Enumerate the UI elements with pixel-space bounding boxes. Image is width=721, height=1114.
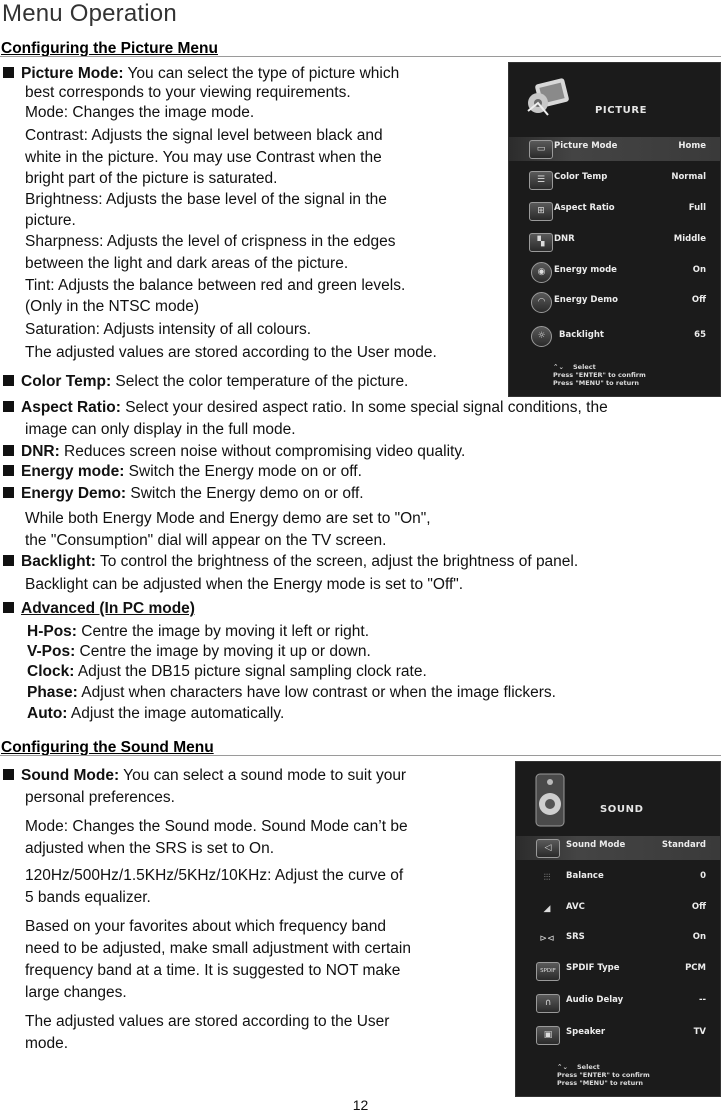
picture-menu-panel <box>508 62 721 397</box>
phase-item: Phase: Adjust when characters have low contrast or when the image flickers. <box>27 684 556 701</box>
sound-menu-row-speaker[interactable]: ▣ Speaker TV <box>516 1023 720 1047</box>
sharpness-text-2: between the light and dark areas of the picture. <box>25 255 349 272</box>
picture-mode-text: best corresponds to your viewing requirements. <box>25 84 351 101</box>
energy-demo-icon: ◠ <box>531 292 552 313</box>
energy-note-2: the "Consumption" dial will appear on the TV screen. <box>25 532 387 549</box>
favorites-text-4: large changes. <box>25 984 127 1001</box>
backlight-item: Backlight: To control the brightness of the screen, adjust the brightness of panel. <box>3 553 578 570</box>
sound-menu-row-audio-delay[interactable]: ∩ Audio Delay -- <box>516 991 720 1015</box>
aspect-ratio-item: Aspect Ratio: Select your desired aspect ratio. In some special signal conditions, the <box>3 399 608 416</box>
sound-section-rule <box>0 755 721 756</box>
bullet-square-icon <box>3 769 14 780</box>
saturation-text: Saturation: Adjusts intensity of all colours. <box>25 321 312 338</box>
sound-mode-item: Sound Mode: You can select a sound mode to suit your <box>3 767 406 784</box>
favorites-text-3: frequency band at a time. It is suggested to NOT make <box>25 962 401 979</box>
sound-mode-text: personal preferences. <box>25 789 175 806</box>
sound-menu-footer: ⌃⌄ Select Press "ENTER" to confirm Press "MENU" to return <box>557 1063 650 1087</box>
sound-menu-row-srs[interactable]: ⊳⊲ SRS On <box>516 928 720 952</box>
sound-stored-text-2: mode. <box>25 1035 69 1052</box>
balance-icon: ⫶⫶⫶ <box>543 873 551 883</box>
contrast-text-2: white in the picture. You may use Contrast when the <box>25 149 382 166</box>
picture-menu-row-picture-mode[interactable]: ▭ Picture Mode Home <box>509 137 720 161</box>
bullet-square-icon <box>3 555 14 566</box>
auto-item: Auto: Adjust the image automatically. <box>27 705 285 722</box>
picture-menu-title: PICTURE <box>595 105 648 116</box>
advanced-item: Advanced (In PC mode) <box>3 600 195 617</box>
brightness-text-2: picture. <box>25 212 76 229</box>
sound-section-heading: Configuring the Sound Menu <box>1 739 214 756</box>
favorites-text-1: Based on your favorites about which frequency band <box>25 918 387 935</box>
picture-section-rule <box>0 56 721 57</box>
brightness-text-1: Brightness: Adjusts the base level of the signal in the <box>25 191 387 208</box>
sharpness-text-1: Sharpness: Adjusts the level of crispness in the edges <box>25 233 396 250</box>
color-temp-item: Color Temp: Select the color temperature of the picture. <box>3 373 408 390</box>
speaker-icon: ▣ <box>536 1026 560 1045</box>
sound-menu-icon <box>530 772 570 828</box>
equalizer-text-2: 5 bands equalizer. <box>25 889 151 906</box>
picture-mode-icon: ▭ <box>529 140 553 159</box>
avc-icon: ◢ <box>543 904 551 914</box>
favorites-text-2: need to be adjusted, make small adjustment with certain <box>25 940 411 957</box>
sound-menu-row-sound-mode[interactable]: ◁ Sound Mode Standard <box>516 836 720 860</box>
bullet-square-icon <box>3 487 14 498</box>
contrast-text-3: bright part of the picture is saturated. <box>25 170 278 187</box>
energy-note-1: While both Energy Mode and Energy demo are set to "On", <box>25 510 431 527</box>
tint-text-1: Tint: Adjusts the balance between red and green levels. <box>25 277 406 294</box>
picture-menu-row-color-temp[interactable]: ☰ Color Temp Normal <box>509 168 720 192</box>
sound-stored-text-1: The adjusted values are stored according to the User <box>25 1013 390 1030</box>
spdif-icon: SPDIF <box>536 962 560 981</box>
picture-menu-row-energy-demo[interactable]: ◠ Energy Demo Off <box>509 291 720 315</box>
color-temp-icon: ☰ <box>529 171 553 190</box>
dnr-item: DNR: Reduces screen noise without compromising video quality. <box>3 443 465 460</box>
sound-mode-note-2: adjusted when the SRS is set to On. <box>25 840 274 857</box>
vpos-item: V-Pos: Centre the image by moving it up or down. <box>27 643 371 660</box>
bullet-square-icon <box>3 375 14 386</box>
sound-mode-note-1: Mode: Changes the Sound mode. Sound Mode can’t be <box>25 818 408 835</box>
energy-mode-item: Energy mode: Switch the Energy mode on or off. <box>3 463 362 480</box>
equalizer-text-1: 120Hz/500Hz/1.5KHz/5KHz/10KHz: Adjust the curve of <box>25 867 404 884</box>
hpos-item: H-Pos: Centre the image by moving it left or right. <box>27 623 370 640</box>
sound-menu-row-spdif-type[interactable]: SPDIF SPDIF Type PCM <box>516 959 720 983</box>
energy-mode-icon: ◉ <box>531 262 552 283</box>
sound-menu-title: SOUND <box>600 804 644 815</box>
aspect-ratio-text: image can only display in the full mode. <box>25 421 296 438</box>
aspect-ratio-icon: ⊞ <box>529 202 553 221</box>
contrast-text-1: Contrast: Adjusts the signal level between black and <box>25 127 383 144</box>
audio-delay-icon: ∩ <box>536 994 560 1013</box>
energy-demo-item: Energy Demo: Switch the Energy demo on or off. <box>3 485 364 502</box>
backlight-note: Backlight can be adjusted when the Energy mode is set to "Off". <box>25 576 464 593</box>
up-down-arrows-icon: ⌃⌄ <box>557 1063 568 1071</box>
picture-menu-row-aspect-ratio[interactable]: ⊞ Aspect Ratio Full <box>509 199 720 223</box>
sound-menu-panel <box>515 761 721 1097</box>
picture-menu-row-backlight[interactable]: ☼ Backlight 65 <box>509 326 720 350</box>
picture-menu-row-dnr[interactable]: ▚ DNR Middle <box>509 230 720 254</box>
tint-text-2: (Only in the NTSC mode) <box>25 298 199 315</box>
sound-mode-icon: ◁ <box>536 839 560 858</box>
sound-menu-row-balance[interactable]: ⫶⫶⫶ Balance 0 <box>516 867 720 891</box>
sound-menu-row-avc[interactable]: ◢ AVC Off <box>516 898 720 922</box>
picture-section-heading: Configuring the Picture Menu <box>1 40 218 57</box>
bullet-square-icon <box>3 465 14 476</box>
picture-mode-item: Picture Mode: You can select the type of picture which <box>3 65 399 82</box>
clock-item: Clock: Adjust the DB15 picture signal sampling clock rate. <box>27 663 427 680</box>
page-title: Menu Operation <box>2 0 177 27</box>
picture-menu-row-energy-mode[interactable]: ◉ Energy mode On <box>509 261 720 285</box>
bullet-square-icon <box>3 445 14 456</box>
picture-menu-icon <box>523 75 575 121</box>
picture-menu-footer: ⌃⌄ Select Press "ENTER" to confirm Press "MENU" to return <box>553 363 646 387</box>
bullet-square-icon <box>3 401 14 412</box>
backlight-icon: ☼ <box>531 326 552 347</box>
picture-stored-text: The adjusted values are stored according to the User mode. <box>25 344 437 361</box>
dnr-icon: ▚ <box>529 233 553 252</box>
bullet-square-icon <box>3 602 14 613</box>
up-down-arrows-icon: ⌃⌄ <box>553 363 564 371</box>
srs-icon: ⊳⊲ <box>539 934 555 944</box>
mode-text: Mode: Changes the image mode. <box>25 104 255 121</box>
bullet-square-icon <box>3 67 14 78</box>
page-number: 12 <box>352 1097 369 1113</box>
